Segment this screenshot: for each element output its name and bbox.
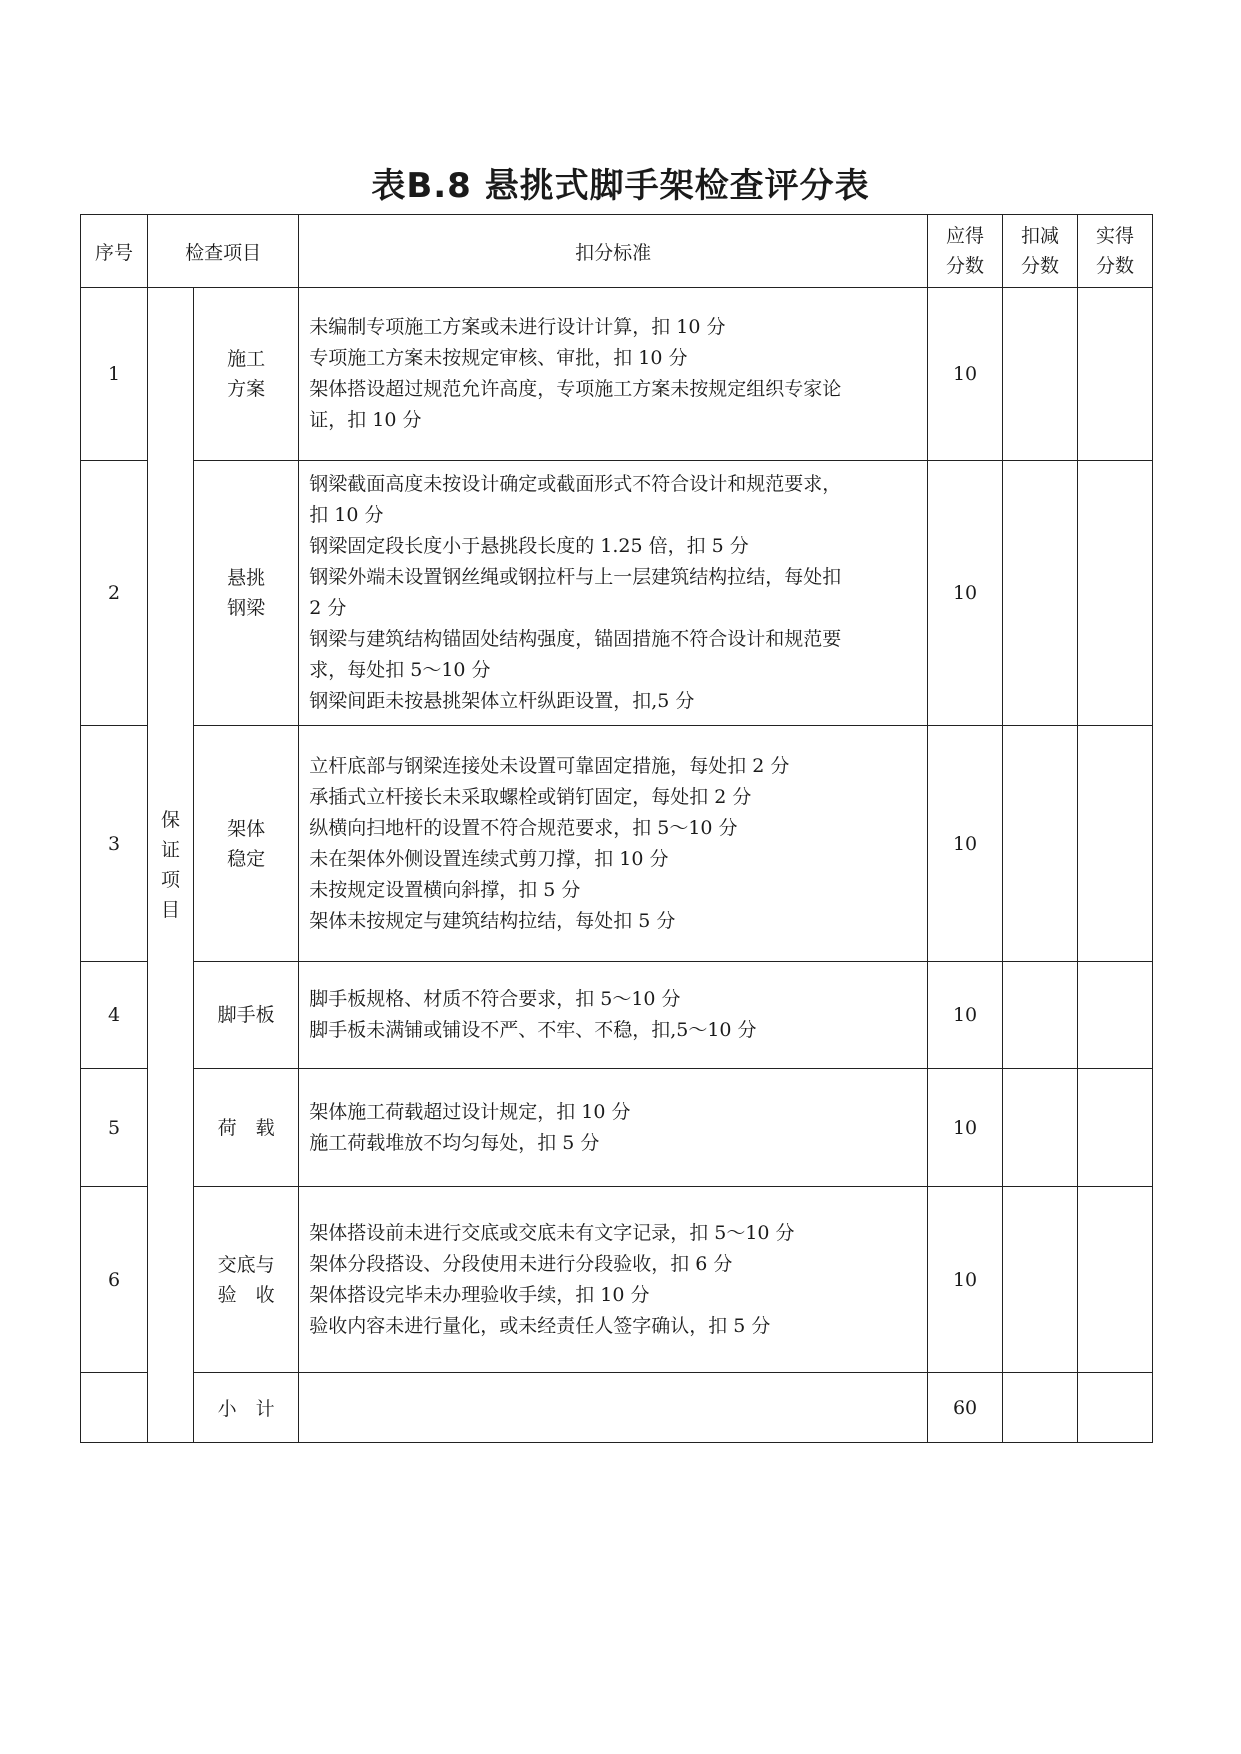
standard-line: 验收内容未进行量化，或未经责任人签字确认，扣 5 分 [309, 1314, 771, 1337]
header-deduct-line2: 分数 [1020, 255, 1059, 277]
check-item [194, 1069, 299, 1187]
deduction-standard [299, 962, 928, 1069]
check-item-line: 交底与 [217, 1253, 275, 1276]
header-standard: 扣分标准 [299, 215, 928, 288]
actual-score-cell[interactable] [1077, 726, 1152, 962]
check-item-line: 架体 [227, 817, 266, 840]
header-due-score [928, 215, 1003, 288]
standard-line: 承插式立杆接长未采取螺栓或销钉固定，每处扣 2 分 [309, 785, 752, 808]
check-item [194, 726, 299, 962]
standard-line: 架体分段搭设、分段使用未进行分段验收，扣 6 分 [309, 1252, 733, 1275]
group-char: 项 [161, 869, 181, 891]
table-row [81, 288, 1153, 461]
subtotal-number-cell [81, 1373, 148, 1443]
header-due-line1: 应得 [946, 225, 985, 247]
standard-line: 施工荷载堆放不均匀每处，扣 5 分 [309, 1131, 600, 1154]
deduct-score-cell[interactable] [1003, 461, 1078, 726]
header-actual-line2: 分数 [1095, 255, 1134, 277]
check-item-line: 验 收 [217, 1283, 275, 1306]
deduction-standard [299, 461, 928, 726]
standard-line: 架体搭设超过规范允许高度，专项施工方案未按规定组织专家论 [309, 378, 842, 400]
header-due-line2: 分数 [946, 255, 985, 277]
row-number: 3 [81, 726, 148, 962]
actual-score-cell[interactable] [1077, 461, 1152, 726]
due-score: 10 [928, 1187, 1003, 1373]
deduction-standard [299, 1187, 928, 1373]
table-row [81, 1187, 1153, 1373]
deduct-score-cell[interactable] [1003, 726, 1078, 962]
table-row [81, 962, 1153, 1069]
due-score: 10 [928, 461, 1003, 726]
table-row [81, 461, 1153, 726]
standard-line: 未按规定设置横向斜撑，扣 5 分 [309, 878, 581, 901]
actual-score-cell[interactable] [1077, 288, 1152, 461]
deduction-standard [299, 726, 928, 962]
deduct-score-cell[interactable] [1003, 962, 1078, 1069]
subtotal-score: 60 [928, 1373, 1003, 1443]
group-char: 保 [161, 809, 181, 831]
standard-line: 架体搭设前未进行交底或交底未有文字记录，扣 5～10 分 [309, 1221, 795, 1244]
due-score: 10 [928, 288, 1003, 461]
check-item-line: 施工 [227, 348, 266, 370]
deduct-score-cell[interactable] [1003, 1069, 1078, 1187]
standard-line: 钢梁间距未按悬挑架体立杆纵距设置，扣,5 分 [309, 690, 695, 712]
table-row [81, 1069, 1153, 1187]
check-item-line: 钢梁 [227, 597, 266, 619]
standard-line: 脚手板未满铺或铺设不严、不牢、不稳，扣,5～10 分 [309, 1019, 757, 1041]
row-number: 1 [81, 288, 148, 461]
header-row [81, 215, 1153, 288]
standard-line: 未编制专项施工方案或未进行设计计算，扣 10 分 [309, 316, 726, 338]
standard-line: 求，每处扣 5～10 分 [309, 659, 491, 681]
subtotal-standard-cell [299, 1373, 928, 1443]
subtotal-label: 小 计 [194, 1373, 299, 1443]
standard-line: 脚手板规格、材质不符合要求，扣 5～10 分 [309, 988, 681, 1010]
standard-line: 纵横向扫地杆的设置不符合规范要求，扣 5～10 分 [309, 816, 738, 839]
check-item [194, 288, 299, 461]
header-actual-score [1077, 215, 1152, 288]
standard-line: 立杆底部与钢梁连接处未设置可靠固定措施，每处扣 2 分 [309, 754, 790, 777]
standard-line: 钢梁与建筑结构锚固处结构强度，锚固措施不符合设计和规范要 [309, 628, 842, 650]
subtotal-row [81, 1373, 1153, 1443]
standard-line: 钢梁外端未设置钢丝绳或钢拉杆与上一层建筑结构拉结，每处扣 [309, 566, 842, 588]
group-char: 证 [161, 839, 181, 861]
standard-line: 钢梁截面高度未按设计确定或截面形式不符合设计和规范要求， [309, 473, 842, 495]
standard-line: 钢梁固定段长度小于悬挑段长度的 1.25 倍，扣 5 分 [309, 535, 749, 557]
row-number: 4 [81, 962, 148, 1069]
due-score: 10 [928, 726, 1003, 962]
deduct-score-cell[interactable] [1003, 1187, 1078, 1373]
standard-line: 2 分 [309, 597, 347, 619]
standard-line: 专项施工方案未按规定审核、审批，扣 10 分 [309, 347, 688, 369]
row-number: 5 [81, 1069, 148, 1187]
standard-line: 扣 10 分 [309, 504, 384, 526]
actual-score-cell[interactable] [1077, 1187, 1152, 1373]
group-char: 目 [161, 899, 181, 921]
row-number: 6 [81, 1187, 148, 1373]
due-score: 10 [928, 962, 1003, 1069]
standard-line: 未在架体外侧设置连续式剪刀撑，扣 10 分 [309, 847, 669, 870]
deduction-standard [299, 1069, 928, 1187]
check-item-line: 脚手板 [217, 1004, 275, 1026]
due-score: 10 [928, 1069, 1003, 1187]
header-deduct-score [1003, 215, 1078, 288]
group-label [148, 288, 194, 1443]
check-item-line: 悬挑 [227, 567, 266, 589]
standard-line: 架体未按规定与建筑结构拉结，每处扣 5 分 [309, 909, 676, 932]
check-item [194, 1187, 299, 1373]
check-item-line: 稳定 [227, 847, 266, 870]
table-title: 表B.8 悬挑式脚手架检查评分表 [371, 166, 870, 206]
standard-line: 证，扣 10 分 [309, 409, 422, 431]
deduction-standard [299, 288, 928, 461]
check-item-line: 方案 [227, 378, 266, 400]
standard-line: 架体施工荷载超过设计规定，扣 10 分 [309, 1100, 631, 1123]
check-item [194, 461, 299, 726]
actual-score-cell[interactable] [1077, 1069, 1152, 1187]
row-number: 2 [81, 461, 148, 726]
header-no: 序号 [81, 215, 148, 288]
check-item [194, 962, 299, 1069]
header-item: 检查项目 [148, 215, 299, 288]
header-actual-line1: 实得 [1095, 225, 1134, 247]
table-row [81, 726, 1153, 962]
header-deduct-line1: 扣减 [1020, 225, 1059, 247]
subtotal-deduct-cell[interactable] [1003, 1373, 1078, 1443]
standard-line: 架体搭设完毕未办理验收手续，扣 10 分 [309, 1283, 650, 1306]
check-item-line: 荷 载 [217, 1116, 275, 1139]
score-table [80, 214, 1153, 1443]
actual-score-cell[interactable] [1077, 962, 1152, 1069]
deduct-score-cell[interactable] [1003, 288, 1078, 461]
subtotal-actual-cell[interactable] [1077, 1373, 1152, 1443]
